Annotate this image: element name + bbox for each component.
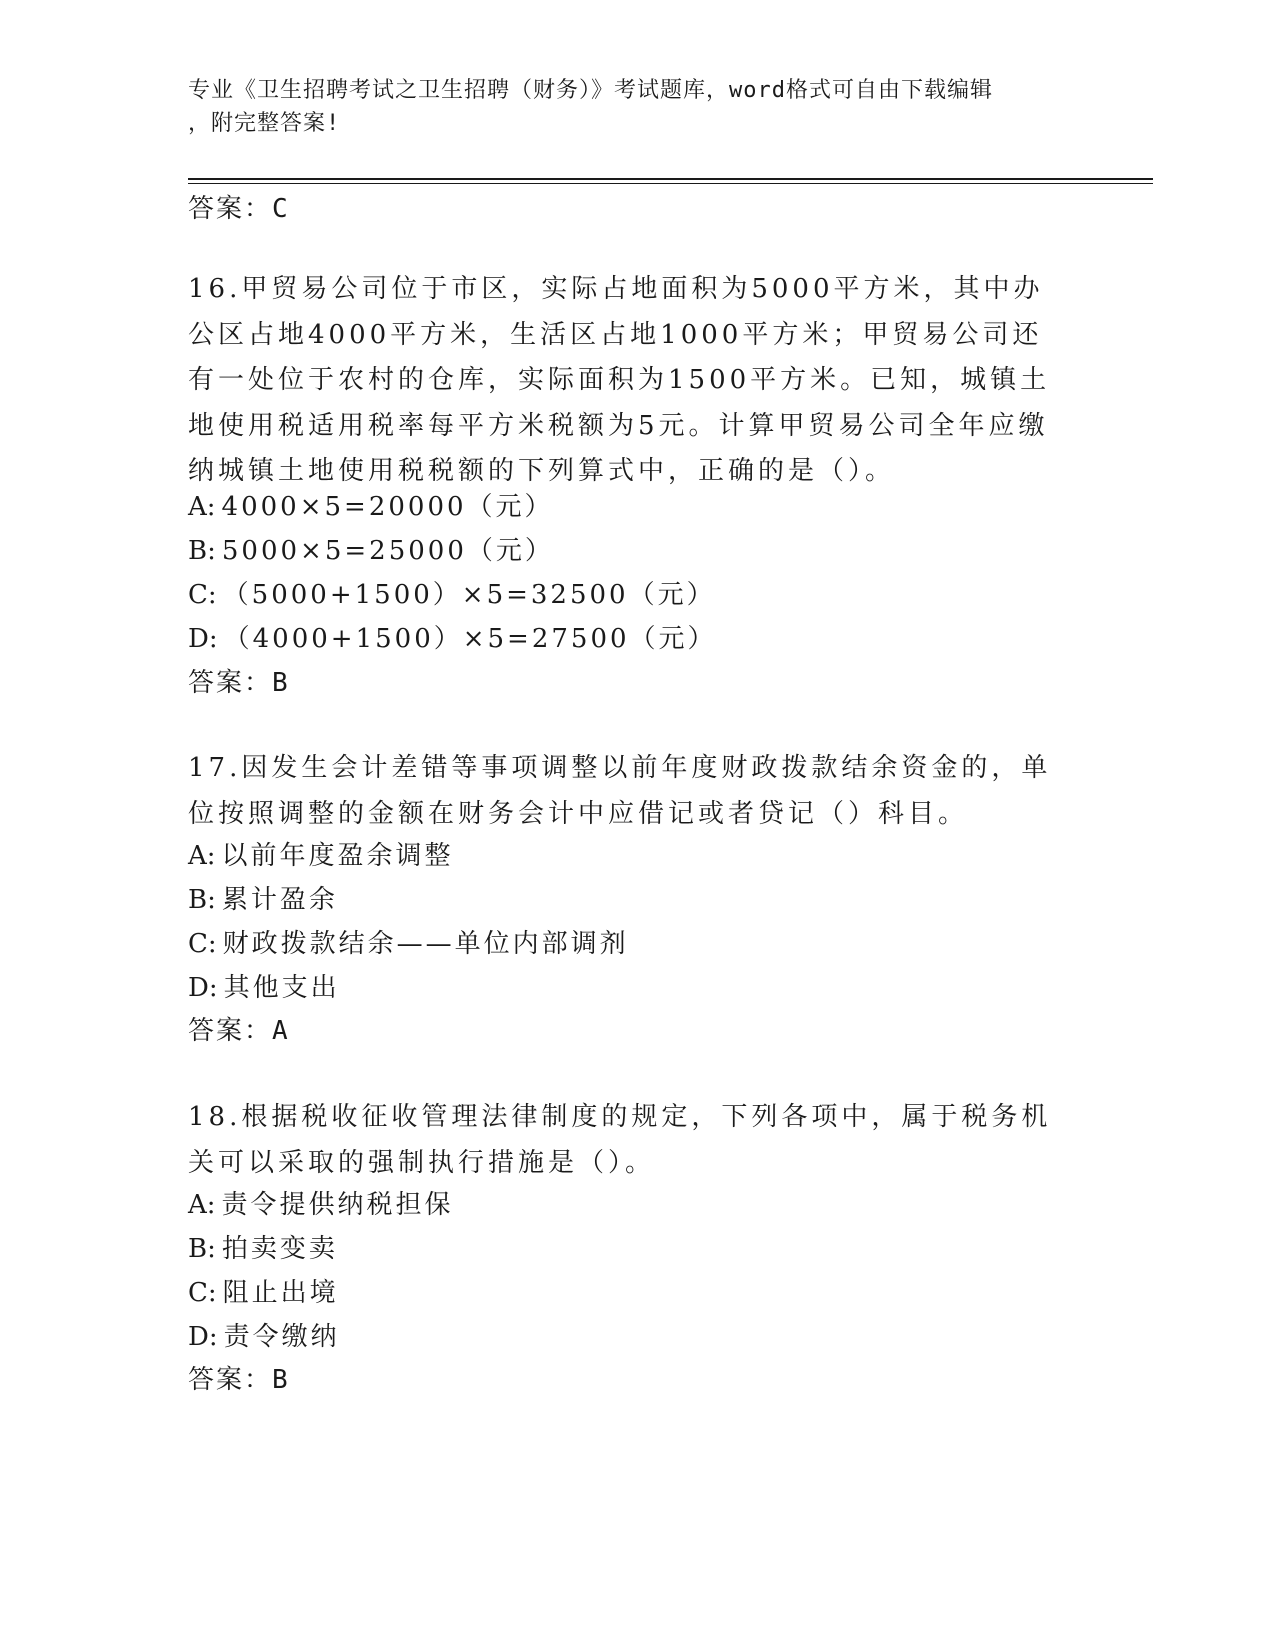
question-18-option-b xyxy=(188,1232,338,1266)
option-text: 累计盈余 xyxy=(221,885,338,915)
option-letter: C: xyxy=(188,929,217,959)
question-18-answer xyxy=(188,1363,288,1397)
option-text: 责令提供纳税担保 xyxy=(221,1190,454,1220)
option-letter: D: xyxy=(188,624,218,654)
question-17-option-b xyxy=(188,883,338,917)
answer-label: 答案： xyxy=(188,1365,273,1395)
question-18-option-d xyxy=(188,1320,340,1354)
option-letter: A: xyxy=(188,492,216,522)
answer-value: C xyxy=(272,194,288,224)
question-16-option-d xyxy=(188,622,717,656)
question-17-option-a xyxy=(188,839,454,873)
question-17-answer xyxy=(188,1014,288,1048)
question-18-stem: 18.根据税收征收管理法律制度的规定，下列各项中，属于税务机关可以采取的强制执行措施是（）。 xyxy=(188,1102,1052,1178)
answer-value: B xyxy=(272,668,288,698)
option-text: 5000×5=25000（元） xyxy=(221,536,554,566)
header-rule-thick xyxy=(188,178,1153,180)
question-17-option-d xyxy=(188,971,340,1005)
option-letter: C: xyxy=(188,580,217,610)
question-17-stem: 17.因发生会计差错等事项调整以前年度财政拨款结余资金的，单位按照调整的金额在财务会计中应借记或者贷记（）科目。 xyxy=(188,753,1052,829)
answer-label: 答案： xyxy=(188,194,273,224)
answer-label: 答案： xyxy=(188,668,273,698)
header-line-1: 专业《卫生招聘考试之卫生招聘（财务）》考试题库，word格式可自由下载编辑 xyxy=(188,78,993,103)
question-16-option-a xyxy=(188,490,554,524)
option-letter: B: xyxy=(188,1234,216,1264)
question-17-option-c xyxy=(188,927,629,961)
question-16-option-c xyxy=(188,578,716,612)
option-letter: A: xyxy=(188,841,216,871)
prev-answer xyxy=(188,192,288,226)
option-letter: C: xyxy=(188,1278,217,1308)
answer-value: A xyxy=(272,1016,288,1046)
option-text: 以前年度盈余调整 xyxy=(221,841,454,871)
option-letter: B: xyxy=(188,536,216,566)
document-header xyxy=(188,74,1068,140)
option-letter: D: xyxy=(188,1322,218,1352)
question-16-stem: 16.甲贸易公司位于市区，实际占地面积为5000平方米，其中办公区占地4000平方米，生活区占地1000平方米；甲贸易公司还有一处位于农村的仓库，实际面积为1500平方米。已知，城镇土地使用税适用税率每平方米税额为5元。计算甲贸易公司全年应缴纳城镇土地使用税税额的下列算式中，正确的是（）。 xyxy=(188,274,1051,486)
option-text: 4000×5=20000（元） xyxy=(221,492,554,522)
question-16-answer xyxy=(188,666,288,700)
option-text: 阻止出境 xyxy=(222,1278,339,1308)
question-18-option-c xyxy=(188,1276,339,1310)
option-text: 财政拨款结余——单位内部调剂 xyxy=(222,929,629,959)
option-text: 责令缴纳 xyxy=(223,1322,340,1352)
option-letter: B: xyxy=(188,885,216,915)
header-rule-thin xyxy=(188,183,1153,184)
option-text: 拍卖变卖 xyxy=(221,1234,338,1264)
header-line-2: ，附完整答案! xyxy=(188,111,341,136)
question-16-option-b xyxy=(188,534,554,568)
option-letter: D: xyxy=(188,973,218,1003)
question-18-option-a xyxy=(188,1188,454,1222)
answer-label: 答案： xyxy=(188,1016,273,1046)
option-text: （5000+1500）×5=32500（元） xyxy=(222,580,716,610)
option-text: 其他支出 xyxy=(223,973,340,1003)
option-letter: A: xyxy=(188,1190,216,1220)
answer-value: B xyxy=(272,1365,288,1395)
option-text: （4000+1500）×5=27500（元） xyxy=(223,624,717,654)
